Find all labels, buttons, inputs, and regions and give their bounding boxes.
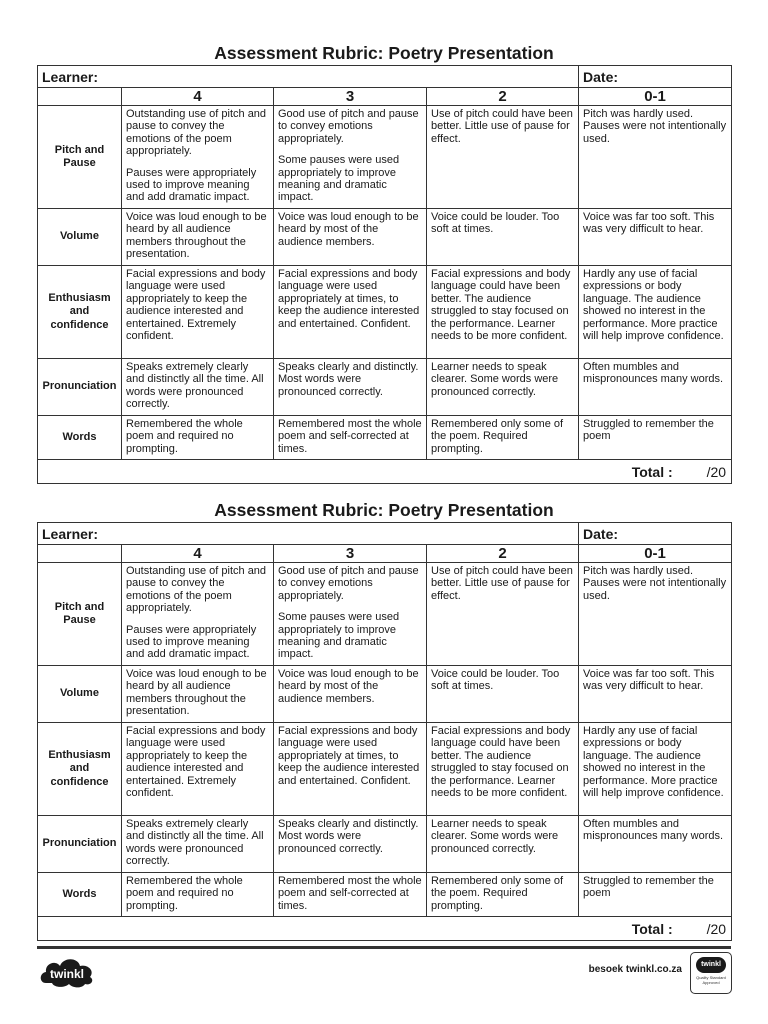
badge-logo: twinkl	[696, 957, 726, 973]
learner-field[interactable]: Learner:	[38, 66, 579, 88]
criterion-name: Volume	[38, 209, 122, 266]
descriptor-cell: Speaks extremely clearly and distinctly all the time. All words were pronounced correctly.	[122, 359, 274, 416]
descriptor-cell: Learner needs to speak clearer. Some words were pronounced correctly.	[427, 816, 579, 873]
total-row	[38, 460, 732, 484]
twinkl-logo[interactable]	[38, 953, 96, 989]
descriptor-cell: Often mumbles and mispronounces many words.	[579, 816, 732, 873]
blank-cell	[38, 88, 122, 106]
descriptor-cell: Facial expressions and body language were used appropriately at times, to keep the audience interested and entertained. Confident.	[274, 266, 427, 359]
descriptor-cell: Facial expressions and body language were used appropriately at times, to keep the audience interested and entertained. Confident.	[274, 723, 427, 816]
rubric-1	[37, 41, 731, 484]
descriptor-cell: Voice was loud enough to be heard by most of the audience members.	[274, 209, 427, 266]
criterion-name: Volume	[38, 666, 122, 723]
descriptor-cell	[274, 106, 427, 209]
rubric-table	[37, 522, 732, 941]
criterion-row-words	[38, 873, 732, 917]
criterion-row-volume	[38, 666, 732, 723]
descriptor-cell: Remembered the whole poem and required no prompting.	[122, 416, 274, 460]
descriptor-cell: Hardly any use of facial expressions or body language. The audience showed no interest in the performance. More practice will help improve confidence.	[579, 266, 732, 359]
criterion-row-pronunciation	[38, 816, 732, 873]
visit-website-text[interactable]: besoek twinkl.co.za	[588, 964, 682, 975]
criterion-row-pitch	[38, 563, 732, 666]
descriptor-cell: Remembered only some of the poem. Required prompting.	[427, 416, 579, 460]
descriptor-cell: Remembered most the whole poem and self-corrected at times.	[274, 416, 427, 460]
criterion-row-pronunciation	[38, 359, 732, 416]
header-row	[38, 66, 732, 88]
level-0-1: 0-1	[579, 545, 732, 563]
badge-text: Quality Standard Approved	[696, 975, 726, 985]
criterion-row-words	[38, 416, 732, 460]
descriptor-cell: Facial expressions and body language could have been better. The audience struggled to stay focused on the performance. Learner needs to be more confident.	[427, 723, 579, 816]
rubric-2	[37, 498, 731, 941]
levels-row	[38, 88, 732, 106]
level-2: 2	[427, 88, 579, 106]
descriptor-cell	[579, 106, 732, 209]
criterion-name: Words	[38, 416, 122, 460]
descriptor-cell: Speaks extremely clearly and distinctly all the time. All words were pronounced correctly.	[122, 816, 274, 873]
descriptor-cell: Remembered only some of the poem. Required prompting.	[427, 873, 579, 917]
header-row	[38, 523, 732, 545]
date-field[interactable]: Date:	[579, 66, 732, 88]
rubric-title: Assessment Rubric: Poetry Presentation	[214, 43, 554, 63]
descriptor-cell	[427, 106, 579, 209]
descriptor-cell	[274, 563, 427, 666]
descriptor-cell: Voice was loud enough to be heard by most of the audience members.	[274, 666, 427, 723]
criterion-name: Pitch and Pause	[38, 106, 122, 209]
criterion-name: Words	[38, 873, 122, 917]
descriptor-text: Use of pitch could have been better. Little use of pause for effect.	[431, 108, 573, 145]
descriptor-cell: Voice was loud enough to be heard by all audience members throughout the presentation.	[122, 209, 274, 266]
total-score: /20	[706, 920, 727, 937]
level-0-1: 0-1	[579, 88, 732, 106]
descriptor-cell: Often mumbles and mispronounces many words.	[579, 359, 732, 416]
descriptor-text: Good use of pitch and pause to convey emotions appropriately.	[278, 565, 419, 602]
descriptor-cell: Voice could be louder. Too soft at times.	[427, 666, 579, 723]
descriptor-text: Outstanding use of pitch and pause to convey the emotions of the poem appropriately.	[126, 108, 267, 158]
descriptor-cell: Facial expressions and body language were used appropriately to keep the audience interested and entertained. Extremely confident.	[122, 266, 274, 359]
descriptor-cell: Voice was loud enough to be heard by all audience members throughout the presentation.	[122, 666, 274, 723]
descriptor-cell: Voice was far too soft. This was very difficult to hear.	[579, 666, 732, 723]
footer-divider	[37, 946, 731, 949]
learner-field[interactable]: Learner:	[38, 523, 579, 545]
descriptor-text: Pitch was hardly used. Pauses were not intentionally used.	[583, 108, 727, 145]
descriptor-cell: Hardly any use of facial expressions or body language. The audience showed no interest in the performance. More practice will help improve confidence.	[579, 723, 732, 816]
rubric-title: Assessment Rubric: Poetry Presentation	[214, 500, 554, 520]
descriptor-text: Good use of pitch and pause to convey emotions appropriately.	[278, 108, 419, 145]
level-4: 4	[122, 88, 274, 106]
date-field[interactable]: Date:	[579, 523, 732, 545]
descriptor-cell: Struggled to remember the poem	[579, 873, 732, 917]
descriptor-text: Pauses were appropriately used to improve meaning and add dramatic impact.	[126, 166, 257, 204]
descriptor-cell: Facial expressions and body language were used appropriately to keep the audience interested and entertained. Extremely confident.	[122, 723, 274, 816]
descriptor-text: Pauses were appropriately used to improve meaning and add dramatic impact.	[126, 623, 257, 661]
levels-row	[38, 545, 732, 563]
descriptor-cell	[579, 563, 732, 666]
total-row	[38, 917, 732, 941]
total-cell[interactable]	[38, 917, 732, 941]
descriptor-text: Use of pitch could have been better. Little use of pause for effect.	[431, 565, 573, 602]
descriptor-cell: Voice could be louder. Too soft at times.	[427, 209, 579, 266]
total-label: Total :	[631, 463, 673, 480]
descriptor-cell: Voice was far too soft. This was very difficult to hear.	[579, 209, 732, 266]
descriptor-cell: Struggled to remember the poem	[579, 416, 732, 460]
level-2: 2	[427, 545, 579, 563]
rubric-table	[37, 65, 732, 484]
descriptor-text: Outstanding use of pitch and pause to convey the emotions of the poem appropriately.	[126, 565, 267, 615]
level-4: 4	[122, 545, 274, 563]
quality-badge	[690, 952, 732, 994]
criterion-row-volume	[38, 209, 732, 266]
total-cell[interactable]	[38, 460, 732, 484]
criterion-row-enthusiasm	[38, 266, 732, 359]
criterion-name: Pronunciation	[38, 359, 122, 416]
descriptor-cell: Speaks clearly and distinctly. Most words were pronounced correctly.	[274, 816, 427, 873]
blank-cell	[38, 545, 122, 563]
criterion-name: Enthusiasm and confidence	[38, 266, 122, 359]
criterion-row-pitch	[38, 106, 732, 209]
descriptor-cell: Remembered most the whole poem and self-corrected at times.	[274, 873, 427, 917]
descriptor-text: Some pauses were used appropriately to improve meaning and dramatic impact.	[278, 611, 400, 661]
descriptor-cell: Learner needs to speak clearer. Some words were pronounced correctly.	[427, 359, 579, 416]
descriptor-cell	[122, 106, 274, 209]
total-label: Total :	[631, 920, 673, 937]
criterion-row-enthusiasm	[38, 723, 732, 816]
level-3: 3	[274, 88, 427, 106]
cloud-logo-icon	[38, 953, 96, 989]
descriptor-cell	[122, 563, 274, 666]
criterion-name: Pronunciation	[38, 816, 122, 873]
descriptor-cell: Remembered the whole poem and required no prompting.	[122, 873, 274, 917]
level-3: 3	[274, 545, 427, 563]
descriptor-cell	[427, 563, 579, 666]
criterion-name: Enthusiasm and confidence	[38, 723, 122, 816]
descriptor-text: Some pauses were used appropriately to improve meaning and dramatic impact.	[278, 154, 400, 204]
descriptor-cell: Facial expressions and body language could have been better. The audience struggled to stay focused on the performance. Learner needs to be more confident.	[427, 266, 579, 359]
logo-text: twinkl	[49, 967, 85, 981]
criterion-name: Pitch and Pause	[38, 563, 122, 666]
descriptor-text: Pitch was hardly used. Pauses were not intentionally used.	[583, 565, 727, 602]
descriptor-cell: Speaks clearly and distinctly. Most words were pronounced correctly.	[274, 359, 427, 416]
total-score: /20	[706, 463, 727, 480]
